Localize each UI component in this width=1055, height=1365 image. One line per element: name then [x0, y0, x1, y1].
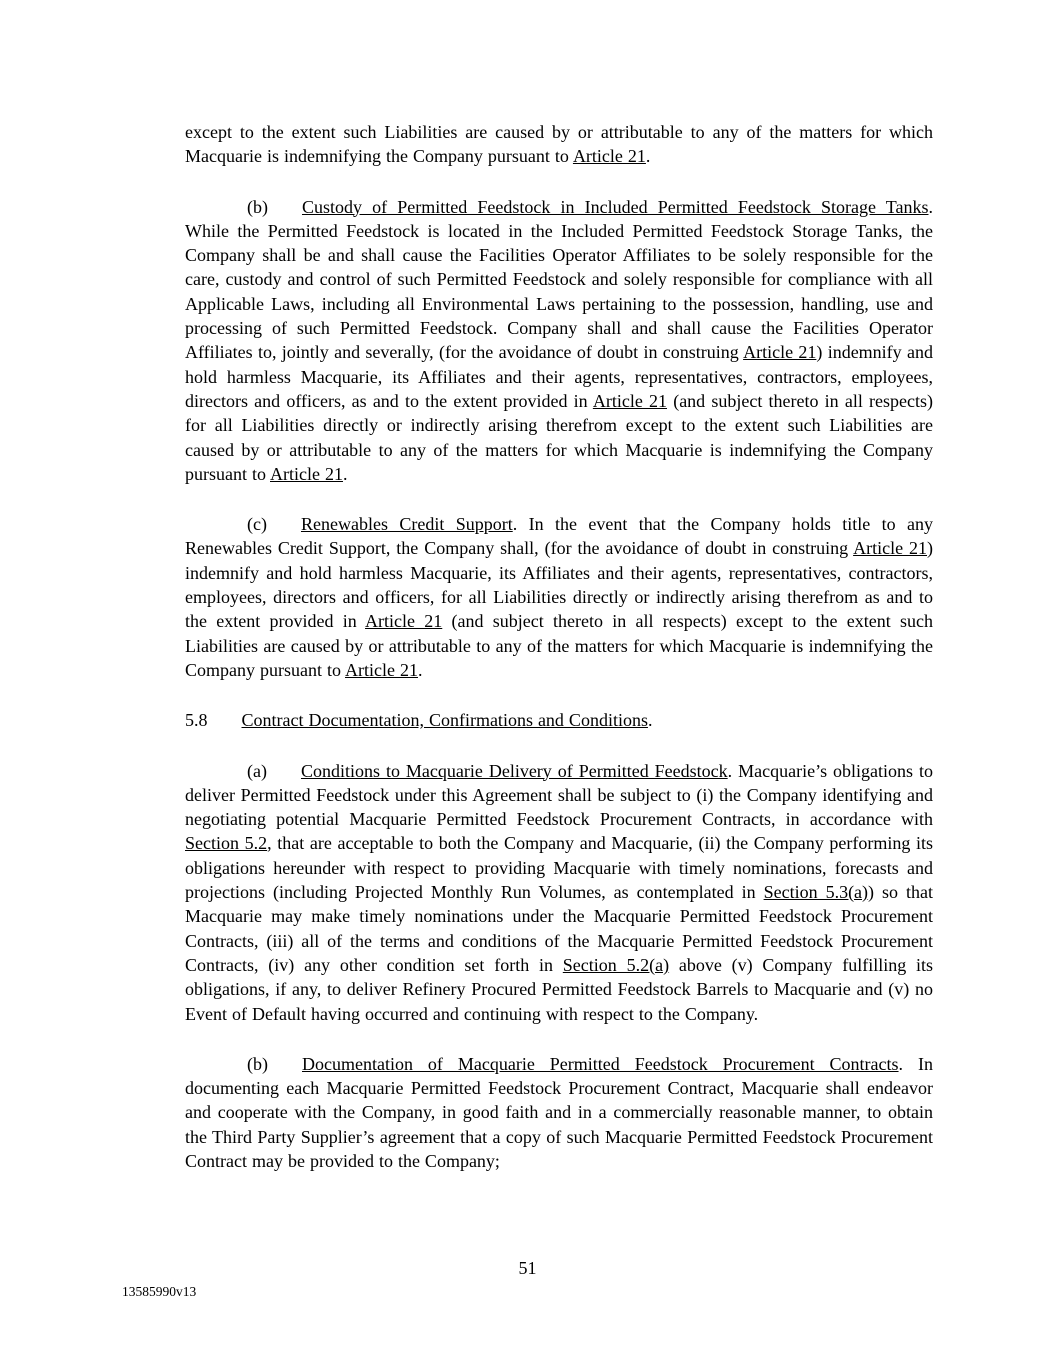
underlined-text-run: Article 21: [572, 146, 646, 167]
text-run: .: [417, 659, 423, 680]
underlined-text-run: Custody of Permitted Feedstock in Included Permitted Feedstock Storage Tanks: [302, 196, 929, 217]
text-run: . In documenting each Macquarie Permitted Feedstock Procurement Contract, Macquarie shall endeavor and cooperate with the Company, in good faith and in a commercially reasonable manner, to obtain the Third Party Supplier’s agreement that a copy of such Macquarie Permitted Feedstock Procurement Contract may be provided to the Company;: [185, 1053, 933, 1171]
underlined-text-run: Article 21: [345, 659, 418, 680]
underlined-text-run: Section 5.2: [185, 833, 268, 854]
text-run: .: [342, 463, 348, 484]
text-run: above (v) Company fulfilling its obligations, if any, to deliver Refinery Procured Permitted Feedstock Barrels to Macquarie and (v) no Event of Default having occurred and continuing with respect to the Company.: [185, 954, 933, 1024]
text-run: . In the event that the Company holds title to any Renewables Credit Support, the Company shall, (for the avoidance of doubt in construing: [185, 514, 933, 559]
underlined-text-run: Article 21: [853, 538, 927, 559]
underlined-text-run: Documentation of Macquarie Permitted Feedstock Procurement Contracts: [302, 1053, 899, 1074]
text-run: except to the extent such Liabilities are caused by or attributable to any of the matters for which Macquarie is indemnifying the Company pursuant to: [185, 122, 933, 167]
underlined-text-run: Article 21: [592, 390, 668, 411]
text-run: , that are acceptable to both the Company and Macquarie, (ii) the Company performing its obligations hereunder with respect to providing Macquarie with timely nominations, forecasts and projections (including Projected Monthly Run Volumes, as contemplated in: [185, 833, 933, 903]
paragraph-clause-a-conditions: [185, 759, 933, 1026]
paragraph-section-5-8: [185, 708, 933, 732]
text-run: .: [647, 710, 653, 731]
text-run: (a): [247, 760, 267, 781]
text-run: . Macquarie’s obligations to deliver Permitted Feedstock under this Agreement shall be subject to (i) the Company identifying and negotiating potential Macquarie Permitted Feedstock Procurement Contracts, in accordance with: [185, 760, 933, 830]
underlined-text-run: Section 5.2(a): [562, 954, 670, 975]
text-run: . While the Permitted Feedstock is located in the Included Permitted Feedstock Storage Tanks, the Company shall be and shall cause the Facilities Operator Affiliates to be solely responsible for the care, custody and control of such Permitted Feedstock and solely responsible for compliance with all Applicable Laws, including all Environmental Laws pertaining to the possession, handling, use and processing of such Permitted Feedstock. Company shall and shall cause the Facilities Operator Affiliates to, jointly and severally, (for the avoidance of doubt in construing: [185, 196, 933, 363]
paragraph-clause-b-documentation: [185, 1052, 933, 1173]
page-number: 51: [518, 1258, 537, 1278]
text-run: (and subject thereto in all respects) except to the extent such Liabilities are caused by or attributable to any of the matters for which Macquarie is indemnifying the Company pursuant to: [185, 611, 933, 680]
page-body: [185, 120, 933, 1199]
text-run: ) indemnify and hold harmless Macquarie, its Affiliates and their agents, representatives, contractors, employees, directors and officers, for all Liabilities directly or indirectly arising therefrom as and to the extent provided in: [185, 538, 933, 632]
underlined-text-run: Article 21: [743, 342, 817, 363]
text-run: (c): [247, 514, 267, 535]
text-run: (and subject thereto in all respects) for all Liabilities directly or indirectly arising therefrom except to the extent such Liabilities are caused by or attributable to any of the matters for which Macquarie is indemnifying the Company pursuant to: [185, 390, 933, 484]
underlined-text-run: Section 5.3(a): [763, 882, 869, 903]
underlined-text-run: Contract Documentation, Confirmations and Conditions: [241, 710, 648, 731]
paragraph-clause-c-renewables: [185, 512, 933, 682]
paragraph-continuation: [185, 120, 933, 169]
text-run: ) so that Macquarie may make timely nominations under the Macquarie Permitted Feedstock Procurement Contracts, (iii) all of the terms and conditions of the Macquarie Permitted Feedstock Procurement Contracts, (iv) any other condition set forth in: [185, 882, 933, 975]
underlined-text-run: Article 21: [270, 463, 343, 484]
text-run: (b): [247, 1053, 268, 1074]
text-run: .: [645, 146, 651, 167]
document-control-number: 13585990v13: [122, 1284, 197, 1299]
underlined-text-run: Article 21: [365, 611, 443, 632]
text-run: ) indemnify and hold harmless Macquarie, its Affiliates and their agents, representatives, contractors, employees, directors and officers, as and to the extent provided in: [185, 342, 933, 411]
text-run: 5.8: [185, 710, 208, 731]
underlined-text-run: Renewables Credit Support: [300, 514, 513, 535]
underlined-text-run: Conditions to Macquarie Delivery of Permitted Feedstock: [300, 760, 728, 781]
text-run: (b): [247, 196, 268, 217]
paragraph-clause-b-custody: [185, 195, 933, 487]
